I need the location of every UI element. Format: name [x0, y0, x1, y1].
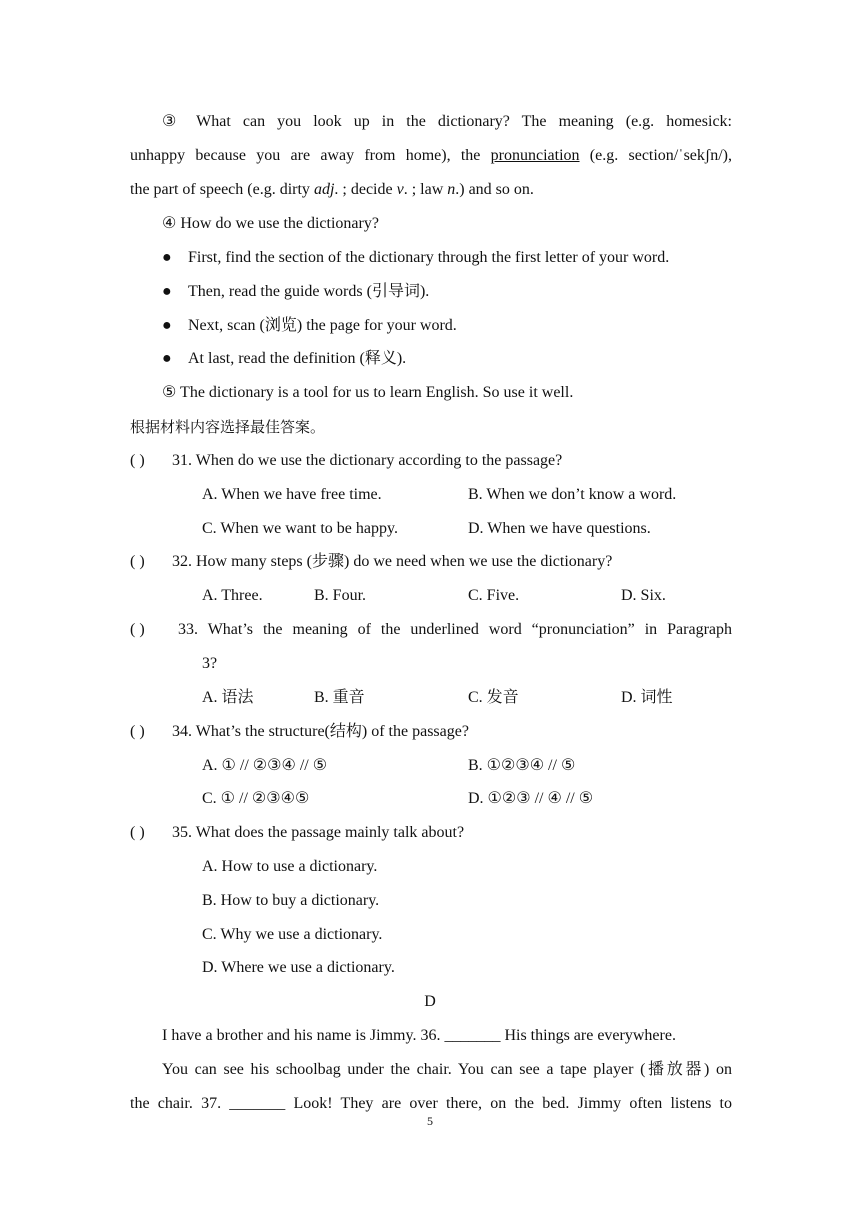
option-b[interactable]: B. When we don’t know a word.	[468, 486, 677, 503]
paragraph-3-line-3	[130, 180, 534, 200]
bullet-icon: ●	[162, 350, 172, 367]
question-35: 35. What does the passage mainly talk about?	[172, 824, 465, 841]
option-c[interactable]: C. Five.	[468, 587, 520, 604]
option-b[interactable]: B. How to buy a dictionary.	[202, 892, 380, 909]
section-d-line-1: I have a brother and his name is Jimmy. 36. _______ His things are everywhere.	[162, 1027, 676, 1044]
option-a[interactable]: A. How to use a dictionary.	[202, 858, 378, 875]
text-run: (e.g. section/ˈsekʃn/),	[579, 147, 733, 164]
text-run: . ; law	[403, 181, 448, 198]
paragraph-5: ⑤ The dictionary is a tool for us to learn English. So use it well.	[162, 384, 574, 401]
option-c[interactable]: C. Why we use a dictionary.	[202, 926, 383, 943]
bullet-icon: ●	[162, 249, 172, 266]
answer-blank[interactable]: ( )	[130, 553, 145, 570]
italic-abbrev: v	[396, 181, 404, 198]
option-a[interactable]: A. ① // ②③④ // ⑤	[202, 757, 328, 774]
question-31: 31. When do we use the dictionary according to the passage?	[172, 452, 563, 469]
option-a[interactable]: A. When we have free time.	[202, 486, 382, 503]
text-run: unhappy because you are away from home), the	[130, 147, 491, 164]
option-a[interactable]: A. 语法	[202, 689, 254, 706]
bullet-text: At last, read the definition (释义).	[188, 350, 407, 367]
text-run: . ; decide	[334, 181, 397, 198]
question-34: 34. What’s the structure(结构) of the passage?	[172, 723, 469, 740]
answer-blank[interactable]: ( )	[130, 824, 145, 841]
question-33-continued: 3?	[202, 655, 218, 672]
instruction: 根据材料内容选择最佳答案。	[130, 418, 326, 436]
bullet-text: Then, read the guide words (引导词).	[188, 283, 430, 300]
paragraph-3-line-2	[130, 146, 732, 166]
answer-blank[interactable]: ( )	[130, 723, 145, 740]
bullet-item	[162, 248, 669, 268]
text-run: the part of speech (e.g. dirty	[130, 181, 314, 198]
answer-blank[interactable]: ( )	[130, 452, 145, 469]
bullet-item	[162, 316, 457, 336]
bullet-text: Next, scan (浏览) the page for your word.	[188, 317, 457, 334]
bullet-icon: ●	[162, 283, 172, 300]
option-b[interactable]: B. ①②③④ // ⑤	[468, 757, 576, 774]
option-d[interactable]: D. When we have questions.	[468, 520, 651, 537]
option-d[interactable]: D. Where we use a dictionary.	[202, 959, 395, 976]
option-d[interactable]: D. 词性	[621, 689, 673, 706]
section-d-line-2: You can see his schoolbag under the chair. You can see a tape player (播放器) on	[162, 1061, 732, 1078]
italic-abbrev: adj	[313, 181, 335, 198]
bullet-item	[162, 349, 406, 369]
question-32: 32. How many steps (步骤) do we need when we use the dictionary?	[172, 553, 613, 570]
section-heading: D	[424, 993, 436, 1010]
question-33: 33. What’s the meaning of the underlined word “pronunciation” in Paragraph	[178, 621, 732, 638]
text-run: .) and so on.	[455, 181, 534, 198]
option-b[interactable]: B. 重音	[314, 689, 365, 706]
option-c[interactable]: C. When we want to be happy.	[202, 520, 398, 537]
bullet-text: First, find the section of the dictionary through the first letter of your word.	[188, 249, 670, 266]
option-d[interactable]: D. ①②③ // ④ // ⑤	[468, 790, 594, 807]
paragraph-3-line-1: ③ What can you look up in the dictionary? The meaning (e.g. homesick:	[162, 113, 732, 130]
italic-abbrev: n	[447, 181, 456, 198]
option-d[interactable]: D. Six.	[621, 587, 666, 604]
option-c[interactable]: C. 发音	[468, 689, 519, 706]
paragraph-4: ④ How do we use the dictionary?	[162, 215, 379, 232]
answer-blank[interactable]: ( )	[130, 621, 145, 638]
section-d-line-3: the chair. 37. _______ Look! They are over there, on the bed. Jimmy often listens to	[130, 1095, 732, 1112]
option-c[interactable]: C. ① // ②③④⑤	[202, 790, 310, 807]
option-b[interactable]: B. Four.	[314, 587, 367, 604]
page-number: 5	[427, 1114, 433, 1128]
underlined-word: pronunciation	[490, 147, 580, 164]
option-a[interactable]: A. Three.	[202, 587, 263, 604]
bullet-item	[162, 282, 429, 302]
bullet-icon: ●	[162, 317, 172, 334]
